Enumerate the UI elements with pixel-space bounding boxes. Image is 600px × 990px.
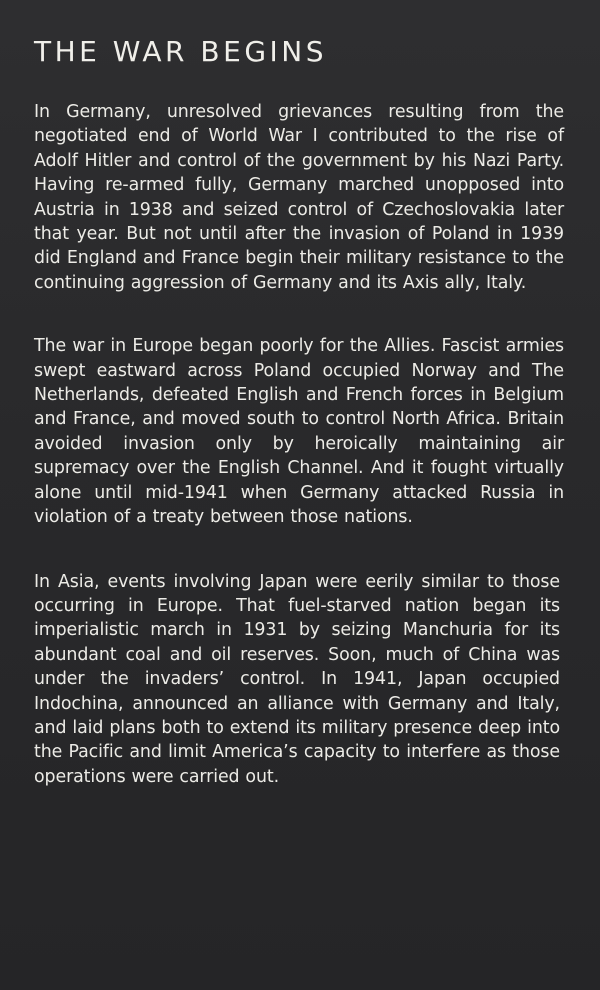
paragraph-asia: In Asia, events involving Japan were eerily similar to those occurring in Europe. That fuel-starved nation began its imperialistic march in 1931 by seizing Manchuria for its abundant coal and oil reserves. Soon, much of China was under the invaders’ control. In 1941, Japan occupied Indochina, announced an alliance with Germany and Italy, and laid plans both to extend its military presence deep into the Pacific and limit America’s capacity to interfere as those operations were carried out.	[34, 571, 560, 787]
paragraph-europe: The war in Europe began poorly for the Allies. Fascist armies swept eastward across Poland occupied Norway and The Netherlands, defeated English and French forces in Belgium and France, and moved south to control North Africa. Britain avoided invasion only by heroically maintaining air supremacy over the English Channel. And it fought virtually alone until mid-1941 when Germany attacked Russia in violation of a treaty between those nations.	[34, 336, 564, 528]
page-title: THE WAR BEGINS	[34, 35, 327, 68]
paragraph-germany: In Germany, unresolved grievances resulting from the negotiated end of World War I contributed to the rise of Adolf Hitler and control of the government by his Nazi Party. Having re-armed fully, Germany marched unopposed into Austria in 1938 and seized control of Czechoslovakia later that year. But not until after the invasion of Poland in 1939 did England and France begin their military resistance to the continuing aggression of Germany and its Axis ally, Italy.	[34, 102, 564, 293]
